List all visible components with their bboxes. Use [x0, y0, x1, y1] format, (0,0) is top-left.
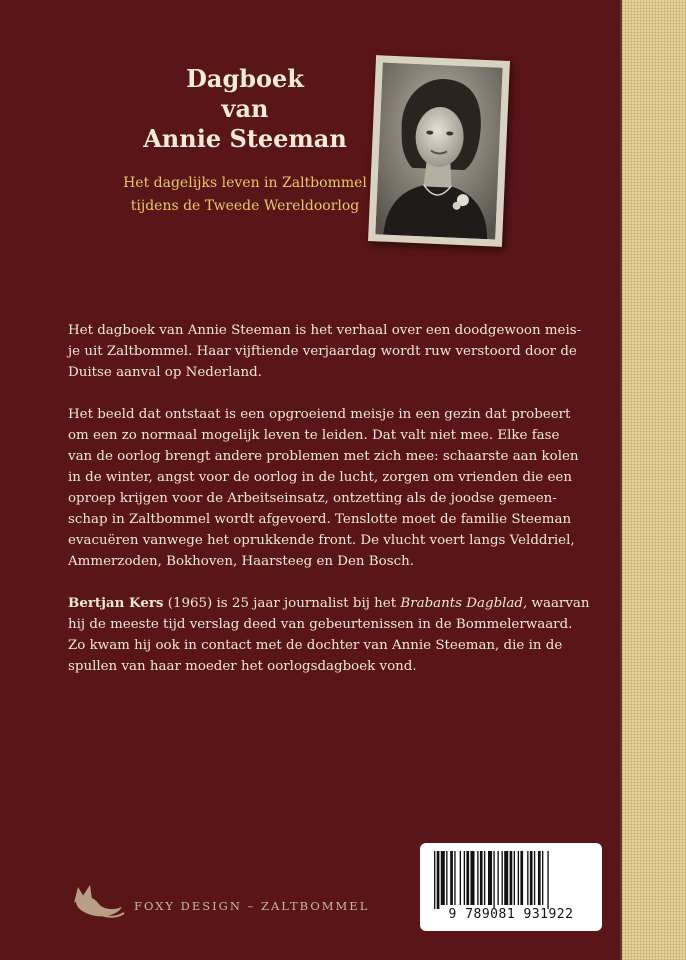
barcode-bar: [510, 851, 513, 905]
paragraph-story: [68, 404, 608, 572]
barcode-bar: [434, 851, 435, 909]
text-line: evacuëren vanwege het oprukkende front. De vlucht voert langs Velddriel,: [68, 533, 575, 548]
barcode-bar: [542, 851, 543, 905]
barcode-bar: [527, 851, 528, 905]
text-line: oproep krijgen voor de Arbeitseinsatz, ontzetting als de joodse gemeen-: [68, 491, 557, 506]
barcode-bar: [466, 851, 469, 905]
publisher-name: FOXY DESIGN – ZALTBOMMEL: [134, 899, 370, 913]
book-title: [110, 64, 380, 154]
description-text: [68, 320, 608, 698]
text-line: [68, 593, 608, 614]
title-line: Dagboek: [186, 64, 304, 93]
paragraph-author: [68, 593, 608, 677]
barcode-bar: [530, 851, 533, 905]
text-line: om een zo normaal mogelijk leven te leiden. Dat valt niet mee. Elke fase: [68, 428, 560, 443]
barcode-bar: [502, 851, 503, 905]
paragraph-intro: [68, 320, 608, 383]
barcode-bar: [470, 851, 474, 905]
subtitle-line: tijdens de Tweede Wereldoorlog: [130, 198, 360, 214]
barcode-bars: [432, 851, 590, 909]
text-line: van de oorlog brengt andere problemen met zich mee: schaarste aan kolen: [68, 449, 579, 464]
text-line: je uit Zaltbommel. Haar vijftiende verjaardag wordt ruw verstoord door de: [68, 344, 577, 359]
barcode-bar: [538, 851, 541, 905]
newspaper-name: Brabants Dagblad,: [400, 596, 528, 611]
barcode-bar: [520, 851, 523, 905]
subtitle-line: Het dagelijks leven in Zaltbommel: [123, 175, 367, 191]
barcode-bar: [450, 851, 453, 905]
text-line: Het dagboek van Annie Steeman is het verhaal over een doodgewoon meis-: [68, 323, 582, 338]
text-line: hij de meeste tijd verslag deed van gebeurtenissen in de Bommelerwaard.: [68, 617, 573, 632]
linen-spine: [622, 0, 686, 960]
publisher-mark: [68, 873, 408, 923]
barcode-bar: [484, 851, 485, 905]
barcode-bar: [547, 851, 548, 909]
barcode-bar: [446, 851, 447, 905]
barcode-bar: [437, 851, 440, 909]
text-line: in de winter, angst voor de oorlog in de lucht, zorgen om vrienden die een: [68, 470, 572, 485]
barcode-bar: [480, 851, 483, 905]
text-line: spullen van haar moeder het oorlogsdagboek vond.: [68, 659, 417, 674]
text-line: Het beeld dat ontstaat is een opgroeiend meisje in een gezin dat probeert: [68, 407, 571, 422]
author-bio-start: (1965) is 25 jaar journalist bij het: [163, 596, 401, 611]
barcode-bar: [488, 851, 492, 905]
barcode-bar: [477, 851, 478, 905]
barcode-bar: [454, 851, 455, 905]
text-line: Ammerzoden, Bokhoven, Haarsteeg en Den Bosch.: [68, 554, 414, 569]
book-subtitle: [100, 172, 390, 218]
barcode-bar: [497, 851, 498, 905]
text-line: Duitse aanval op Nederland.: [68, 365, 262, 380]
author-name: Bertjan Kers: [68, 595, 164, 611]
isbn-number: 9 789081 931922: [448, 907, 574, 922]
barcode-bar: [504, 851, 508, 905]
barcode: [420, 843, 602, 931]
title-line: van: [221, 94, 269, 123]
portrait-photo: [368, 55, 510, 247]
barcode-bar: [464, 851, 465, 905]
title-line: Annie Steeman: [143, 124, 347, 153]
text-line: Zo kwam hij ook in contact met de dochter van Annie Steeman, die in de: [68, 638, 563, 653]
barcode-bar: [518, 851, 519, 905]
text-line: schap in Zaltbommel wordt afgevoerd. Tenslotte moet de familie Steeman: [68, 512, 572, 527]
portrait-photo-image: [375, 62, 502, 239]
barcode-bar: [493, 851, 494, 909]
barcode-bar: [514, 851, 515, 905]
fox-logo-icon: [68, 873, 128, 923]
barcode-bar: [534, 851, 535, 905]
barcode-bar: [460, 851, 461, 905]
author-bio-cont: waarvan: [527, 596, 590, 611]
barcode-bar: [441, 851, 445, 905]
